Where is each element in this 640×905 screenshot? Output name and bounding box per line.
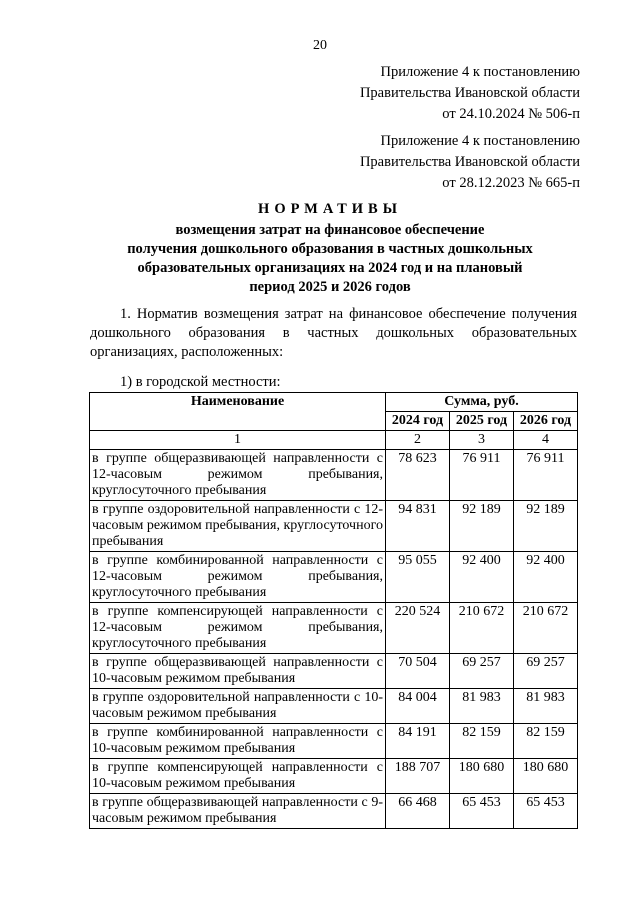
value-2025: 180 680 — [450, 759, 514, 794]
title-main: НОРМАТИВЫ — [258, 201, 402, 217]
table-row — [90, 794, 578, 829]
header-year-2024: 2024 год — [386, 412, 450, 431]
appendix-reference-1 — [360, 62, 580, 125]
value-2026: 76 911 — [514, 450, 578, 501]
row-name: в группе компенсирующей направленности с 12-часовым режимом пребывания, круглосуточного пребывания — [90, 603, 386, 654]
column-number: 4 — [514, 431, 578, 450]
value-2025: 92 189 — [450, 501, 514, 552]
value-2025: 210 672 — [450, 603, 514, 654]
row-name: в группе оздоровительной направленности с 12-часовым режимом пребывания, круглосуточного пребывания — [90, 501, 386, 552]
value-2024: 66 468 — [386, 794, 450, 829]
column-number: 3 — [450, 431, 514, 450]
subheading-urban: 1) в городской местности: — [120, 374, 281, 390]
value-2024: 84 191 — [386, 724, 450, 759]
row-name: в группе общеразвивающей направленности с 10-часовым режимом пребывания — [90, 654, 386, 689]
table-row — [90, 552, 578, 603]
row-name: в группе компенсирующей направленности с 10-часовым режимом пребывания — [90, 759, 386, 794]
appendix-line: Приложение 4 к постановлению — [380, 64, 580, 80]
table-row — [90, 724, 578, 759]
row-name: в группе комбинированной направленности с 10-часовым режимом пребывания — [90, 724, 386, 759]
document-title — [80, 200, 580, 297]
title-line: получения дошкольного образования в частных дошкольных — [127, 241, 533, 257]
value-2024: 84 004 — [386, 689, 450, 724]
row-name: в группе общеразвивающей направленности с 12-часовым режимом пребывания, круглосуточного пребывания — [90, 450, 386, 501]
value-2024: 70 504 — [386, 654, 450, 689]
table-row — [90, 450, 578, 501]
table-row — [90, 654, 578, 689]
header-year-2026: 2026 год — [514, 412, 578, 431]
row-name: в группе комбинированной направленности с 12-часовым режимом пребывания, круглосуточного пребывания — [90, 552, 386, 603]
table-row — [90, 689, 578, 724]
row-name: в группе общеразвивающей направленности с 9-часовым режимом пребывания — [90, 794, 386, 829]
value-2025: 92 400 — [450, 552, 514, 603]
title-line: возмещения затрат на финансовое обеспечение — [175, 222, 485, 238]
value-2024: 188 707 — [386, 759, 450, 794]
table-header-row — [90, 393, 578, 412]
header-year-2025: 2025 год — [450, 412, 514, 431]
header-sum: Сумма, руб. — [386, 393, 578, 412]
table-column-numbers-row — [90, 431, 578, 450]
appendix-line: Правительства Ивановской области — [359, 154, 580, 170]
value-2026: 81 983 — [514, 689, 578, 724]
value-2026: 92 189 — [514, 501, 578, 552]
table-row — [90, 603, 578, 654]
page-number: 20 — [313, 38, 327, 53]
value-2026: 69 257 — [514, 654, 578, 689]
value-2024: 220 524 — [386, 603, 450, 654]
title-line: образовательных организациях на 2024 год и на плановый — [137, 260, 523, 276]
table-row — [90, 501, 578, 552]
column-number: 2 — [386, 431, 450, 450]
appendix-reference-2 — [360, 131, 580, 194]
appendix-line: Правительства Ивановской области — [359, 85, 580, 101]
column-number: 1 — [90, 431, 386, 450]
row-name: в группе оздоровительной направленности с 10-часовым режимом пребывания — [90, 689, 386, 724]
norms-table — [89, 392, 578, 829]
value-2024: 78 623 — [386, 450, 450, 501]
title-line: период 2025 и 2026 годов — [249, 279, 411, 295]
appendix-line: от 24.10.2024 № 506-п — [442, 106, 580, 122]
header-name: Наименование — [90, 393, 386, 431]
value-2025: 69 257 — [450, 654, 514, 689]
value-2026: 65 453 — [514, 794, 578, 829]
value-2024: 94 831 — [386, 501, 450, 552]
table-row — [90, 759, 578, 794]
value-2026: 210 672 — [514, 603, 578, 654]
value-2026: 92 400 — [514, 552, 578, 603]
appendix-line: Приложение 4 к постановлению — [380, 133, 580, 149]
value-2025: 82 159 — [450, 724, 514, 759]
value-2026: 180 680 — [514, 759, 578, 794]
appendix-line: от 28.12.2023 № 665-п — [442, 175, 580, 191]
value-2025: 81 983 — [450, 689, 514, 724]
value-2026: 82 159 — [514, 724, 578, 759]
paragraph-1: 1. Норматив возмещения затрат на финансовое обеспечение получения дошкольного образования в частных дошкольных образовательных организациях, расположенных: — [90, 306, 577, 360]
value-2024: 95 055 — [386, 552, 450, 603]
value-2025: 65 453 — [450, 794, 514, 829]
value-2025: 76 911 — [450, 450, 514, 501]
